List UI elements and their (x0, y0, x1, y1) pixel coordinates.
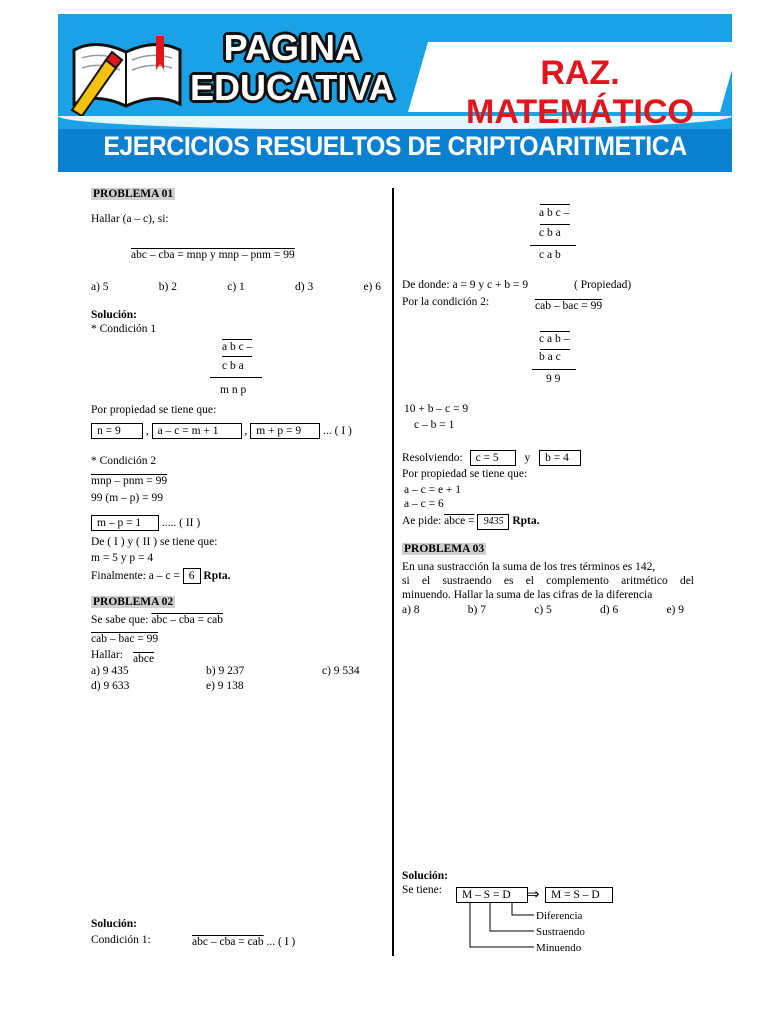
p2-target2: abce = (444, 515, 475, 527)
p2-cond1-row (192, 936, 295, 948)
p1-ref2: ..... ( II ) (161, 517, 201, 529)
p1-propiedad: Por propiedad se tiene que: (91, 404, 217, 416)
p3-label-minuendo: Minuendo (536, 942, 582, 954)
p3-text1: En una sustracción la suma de los tres términos es 142, (402, 561, 656, 573)
problem-02-heading: PROBLEMA 02 (93, 596, 174, 608)
p3-option-d: d) 6 (600, 604, 619, 616)
p2-cond1-ref: ... ( I ) (266, 936, 296, 948)
p2-se-sabe: Se sabe que: (91, 614, 149, 626)
p2-propiedad: Por propiedad se tiene que: (402, 468, 528, 480)
page-title: EJERCICIOS RESUELTOS DE CRIPTOARITMETICA (103, 131, 687, 161)
p2-cond1-label: Condición 1: (91, 934, 151, 946)
p1-box4-row (91, 515, 200, 531)
p3-option-e: e) 9 (666, 604, 684, 616)
p2-pide-row (402, 514, 540, 530)
column-divider (392, 188, 394, 956)
p1-solucion: Solución: (91, 309, 138, 321)
p1-op-row3: m n p (220, 384, 247, 396)
p2-sesabe-row (91, 614, 223, 626)
p1-box-ac: a – c = m + 1 (152, 423, 242, 439)
p1-option-b: b) 2 (158, 281, 177, 293)
p2-op2-rule (532, 369, 576, 370)
p2-se-pide: Ae pide: (402, 515, 442, 527)
p2-rpta: Rpta. (512, 515, 540, 527)
p1-de-line: De ( I ) y ( II ) se tiene que: (91, 536, 218, 548)
p3-option-a: a) 8 (402, 604, 420, 616)
p3-text2 (402, 575, 694, 587)
p1-op-row2: c b a (222, 360, 244, 372)
p1-op-rule (210, 377, 262, 378)
p2-op2-overline (540, 331, 570, 332)
p1-option-e: e) 6 (363, 281, 381, 293)
p2-op-row1: a b c – (539, 207, 570, 219)
p3-label-sustraendo: Sustraendo (536, 926, 585, 938)
p2-cond2-label: Por la condición 2: (402, 296, 490, 308)
p1-answer-box: 6 (183, 568, 201, 584)
p2-option-a: a) 9 435 (91, 665, 129, 677)
p2-resolviendo: Resolviendo: (402, 452, 463, 464)
p1-box-mp: m + p = 9 (250, 423, 320, 439)
p2-op-overline (540, 204, 570, 205)
p2-option-e: e) 9 138 (206, 680, 244, 692)
p1-cond2: * Condición 2 (91, 455, 157, 467)
p2-y: y (524, 452, 531, 464)
p1-rpta: Rpta. (203, 570, 231, 582)
p2-hallar: Hallar: (91, 649, 123, 661)
implies-arrow-icon: ⇒ (527, 887, 540, 903)
p3-se-tiene: Se tiene: (402, 884, 442, 896)
p3-text3: minuendo. Hallar la suma de las cifras de la diferencia (402, 589, 653, 601)
p3-box2: M = S – D (545, 887, 613, 903)
p2-op-rule (530, 245, 576, 246)
p2-box-c: c = 5 (470, 450, 516, 466)
p2-answer-box: 9435 (477, 514, 509, 530)
p3-bracket-lines (460, 903, 540, 953)
p2-option-c: c) 9 534 (322, 665, 360, 677)
p1-finalmente: Finalmente: a – c = (91, 570, 180, 582)
p2-target: abce (133, 653, 155, 665)
p3-options (402, 604, 684, 616)
logo-line-2: EDUCATIVA (190, 67, 395, 108)
book-icon (66, 30, 188, 116)
p2-op-row2: c b a (539, 227, 561, 239)
p1-final-row (91, 568, 231, 584)
p2-resolviendo-row (402, 450, 581, 466)
p2-op2-overline2 (540, 349, 570, 350)
p1-options (91, 281, 381, 293)
p2-prop2: a – c = 6 (404, 498, 444, 510)
p2-eq2: cab – bac = 99 (91, 633, 159, 645)
p2-eq-a: 10 + b – c = 9 (404, 403, 469, 415)
p1-prompt: Hallar (a – c), si: (91, 213, 169, 225)
p2-cond1-eq: abc – cba = cab (192, 936, 264, 948)
p3-text2-line: si el sustraendo es el complemento aritmético del (402, 575, 694, 587)
p1-c2-line2: 99 (m – p) = 99 (91, 492, 163, 504)
site-logo (190, 28, 395, 108)
p2-de-donde: De donde: a = 9 y c + b = 9 (402, 279, 529, 291)
p2-op2-row2: b a c (539, 351, 561, 363)
p2-eq-b: c – b = 1 (414, 419, 455, 431)
p1-c2-line1: mnp – pnm = 99 (91, 475, 168, 487)
p3-box1: M – S = D (456, 887, 528, 903)
p1-cond1: * Condición 1 (91, 323, 157, 335)
problem-03-heading: PROBLEMA 03 (404, 543, 485, 555)
p2-propiedad-note: ( Propiedad) (574, 279, 632, 291)
p1-option-c: c) 1 (227, 281, 245, 293)
p2-op2-row1: c a b – (539, 333, 570, 345)
logo-line-1: PAGINA (223, 27, 361, 68)
p2-op-row3: c a b (539, 249, 561, 261)
p2-op-overline2 (540, 224, 570, 225)
p1-box-n: n = 9 (91, 423, 143, 439)
p3-option-c: c) 5 (534, 604, 552, 616)
p2-option-b: b) 9 237 (206, 665, 245, 677)
problem-01-heading: PROBLEMA 01 (93, 188, 174, 200)
p2-box-b: b = 4 (539, 450, 581, 466)
p3-label-diferencia: Diferencia (536, 910, 583, 922)
p1-equation: abc – cba = mnp y mnp – pnm = 99 (131, 249, 295, 261)
p2-option-d: d) 9 633 (91, 680, 130, 692)
p1-ref1: ... ( I ) (323, 425, 352, 437)
p1-option-a: a) 5 (91, 281, 109, 293)
p1-op-overline2 (222, 356, 252, 357)
p1-option-d: d) 3 (295, 281, 314, 293)
p1-op-overline (222, 339, 252, 340)
p1-boxes-row: n = 9 , a – c = m + 1 , m + p = 9 ... ( I ) (91, 423, 352, 439)
p2-eq1: abc – cba = cab (151, 614, 223, 626)
p3-solucion: Solución: (402, 870, 449, 882)
p2-op2-row3: 9 9 (546, 373, 561, 385)
p2-solucion: Solución: (91, 918, 138, 930)
p3-option-b: b) 7 (467, 604, 486, 616)
subject-title: RAZ. MATEMÁTICO (466, 54, 694, 131)
p2-prop1: a – c = e + 1 (404, 484, 462, 496)
p1-mp-line: m = 5 y p = 4 (91, 552, 154, 564)
p2-cond2-eq: cab – bac = 99 (535, 300, 603, 312)
p1-op-row1: a b c – (222, 341, 253, 353)
p1-box-m-p: m – p = 1 (91, 515, 159, 531)
